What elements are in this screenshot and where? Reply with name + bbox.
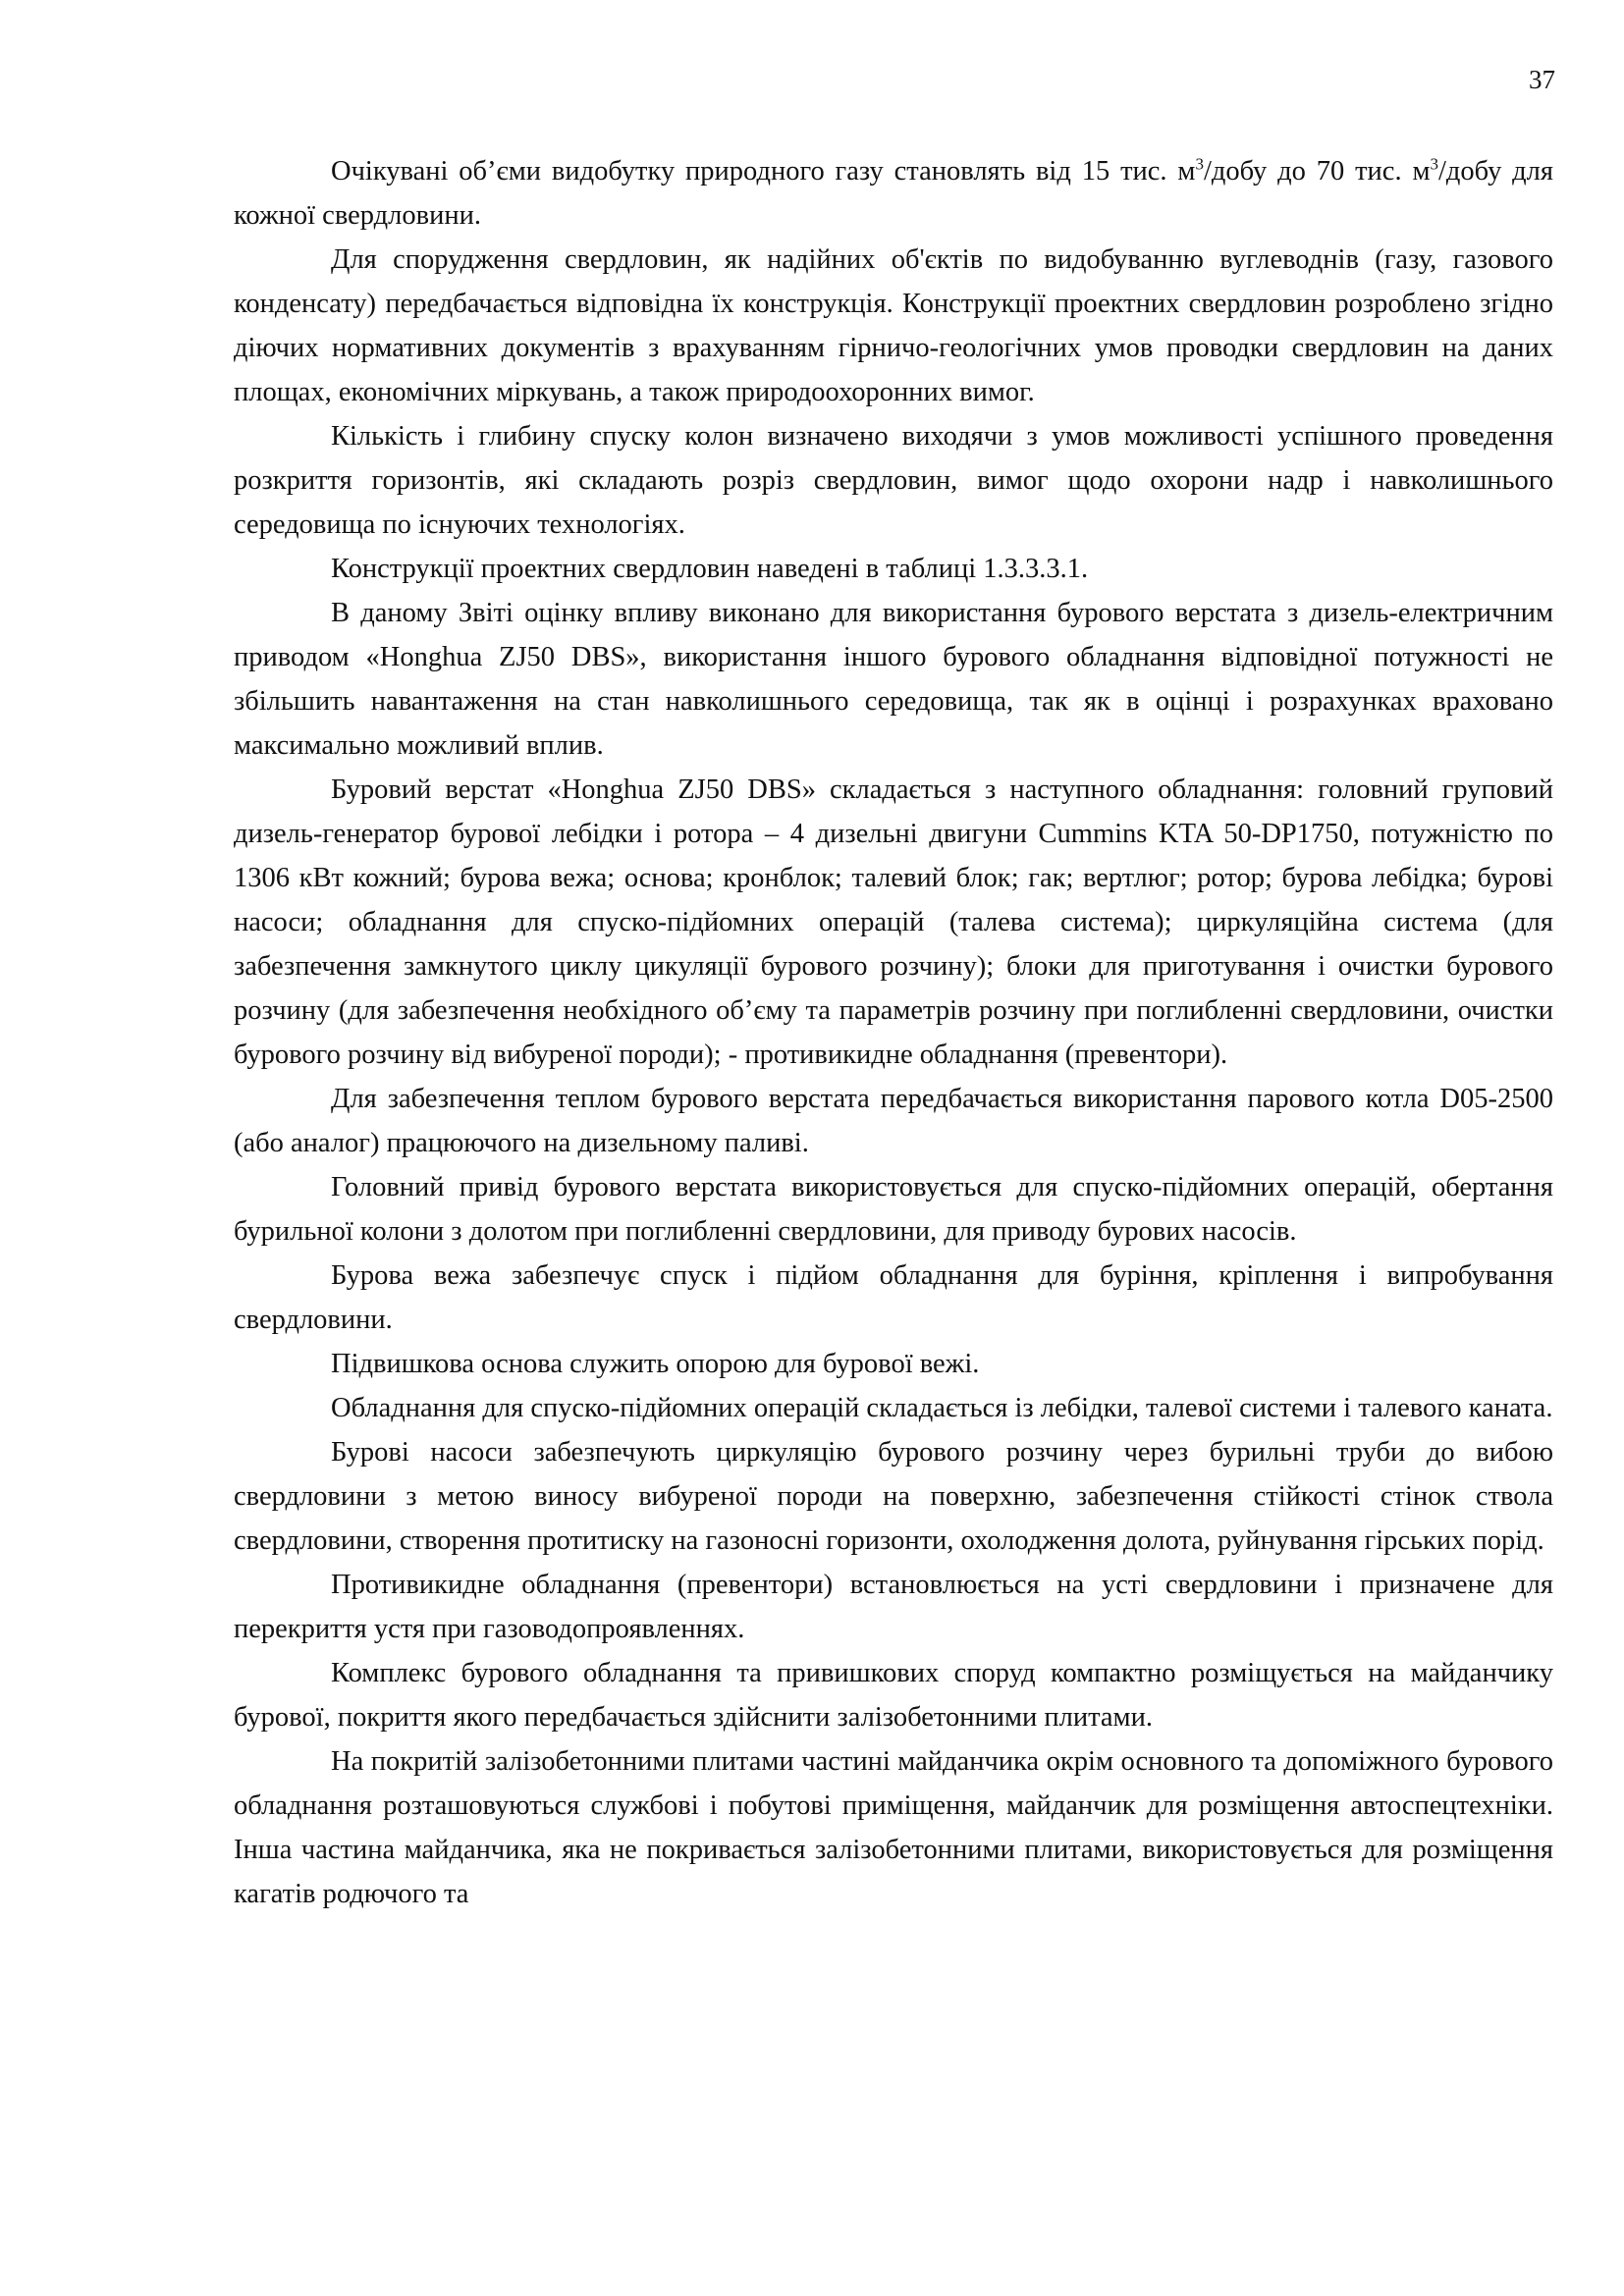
paragraph-drilling-rig-assessment: В даному Звіті оцінку впливу виконано для використання бурового верстата з дизель-електричним приводом «Honghua ZJ50 DBS», використання іншого бурового обладнання відповідної потужності не збільшить навантаження на стан навколишнього середовища, так як в оцінці і розрахунках враховано максимально можливий вплив.: [234, 598, 1553, 761]
paragraph-derrick: Бурова вежа забезпечує спуск і підйом обладнання для буріння, кріплення і випробування свердловини.: [234, 1260, 1553, 1335]
paragraph-table-reference: Конструкції проектних свердловин наведені в таблиці 1.3.3.3.1.: [331, 554, 1089, 584]
paragraph-rig-equipment: Буровий верстат «Honghua ZJ50 DBS» складається з наступного обладнання: головний груповий дизель-генератор бурової лебідки і ротора – 4 дизельні двигуни Cummins KTA 50-DP1750, потужністю по 1306 кВт кожний; бурова вежа; основа; кронблок; талевий блок; гак; вертлюг; ротор; бурова лебідка; бурові насоси; обладнання для спуско-підйомних операцій (талева система); циркуляційна система (для забезпечення замкнутого циклу цикуляції бурового розчину); блоки для приготування і очистки бурового розчину (для забезпечення необхідного об’єму та параметрів розчину при поглибленні свердловини, очистки бурового розчину від вибуреної породи); - противикидне обладнання (превентори).: [234, 774, 1553, 1070]
paragraph-blowout-preventers: Противикидне обладнання (превентори) встановлюється на усті свердловини і призначене для перекриття устя при газоводопроявленнях.: [234, 1570, 1553, 1644]
paragraph-well-construction: Для спорудження свердловин, як надійних об'єктів по видобуванню вуглеводнів (газу, газового конденсату) передбачається відповідна їх конструкція. Конструкції проектних свердловин розроблено згідно діючих нормативних документів з врахуванням гірничо-геологічних умов проводки свердловин на даних площах, економічних міркувань, а також природоохоронних вимог.: [234, 244, 1553, 407]
paragraph-main-drive: Головний привід бурового верстата використовується для спуско-підйомних операцій, обертання бурильної колони з долотом при поглибленні свердловини, для приводу бурових насосів.: [234, 1172, 1553, 1247]
body-text: [234, 149, 1553, 1916]
gas-volumes-text-3: /добу для кожної свердловини.: [234, 156, 1554, 231]
cubic-superscript-1: 3: [1195, 154, 1204, 174]
paragraph-equipment-complex: Комплекс бурового обладнання та привишкових споруд компактно розміщується на майданчику бурової, покриття якого передбачається здійснити залізобетонними плитами.: [234, 1658, 1553, 1733]
page-number: 37: [1529, 65, 1555, 94]
gas-volumes-text-1: Очікувані об’єми видобутку природного газу становлять від 15 тис. м: [331, 156, 1196, 187]
paragraph-substructure: Підвишкова основа служить опорою для бурової вежі.: [331, 1349, 980, 1379]
paragraph-site-layout: На покритій залізобетонними плитами частині майданчика окрім основного та допоміжного бурового обладнання розташовуються службові і побутові приміщення, майданчик для розміщення автоспецтехніки. Інша частина майданчика, яка не покривається залізобетонними плитами, використовується для розміщення кагатів родючого та: [234, 1746, 1553, 1909]
paragraph-heating-boiler: Для забезпечення теплом бурового верстата передбачається використання парового котла D05-2500 (або аналог) працюючого на дизельному паливі.: [234, 1084, 1553, 1158]
paragraph-gas-volumes: [234, 149, 1553, 238]
gas-volumes-text-2: /добу до 70 тис. м: [1203, 156, 1431, 187]
paragraph-casing-depth: Кількість і глибину спуску колон визначено виходячи з умов можливості успішного проведення розкриття горизонтів, які складають розріз свердловин, вимог щодо охорони надр і навколишнього середовища по існуючих технологіях.: [234, 421, 1553, 540]
paragraph-mud-pumps: Бурові насоси забезпечують циркуляцію бурового розчину через бурильні труби до вибою свердловини з метою виносу вибуреної породи на поверхню, забезпечення стійкості стінок ствола свердловини, створення протитиску на газоносні горизонти, охолодження долота, руйнування гірських порід.: [234, 1437, 1553, 1556]
cubic-superscript-2: 3: [1430, 154, 1438, 174]
paragraph-hoisting-equipment: Обладнання для спуско-підйомних операцій складається із лебідки, талевої системи і талевого каната.: [331, 1393, 1553, 1423]
